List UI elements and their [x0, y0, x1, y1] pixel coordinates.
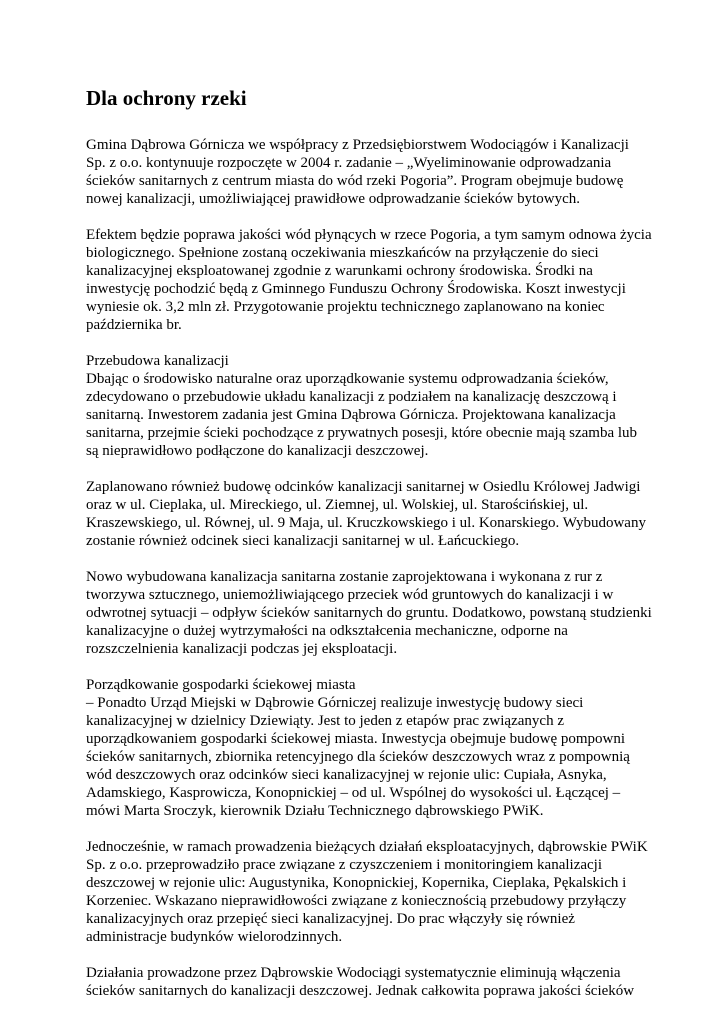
- paragraph: [86, 838, 646, 946]
- text-line: kanalizacyjnej w dzielnicy Dziewiąty. Jest to jeden z etapów prac związanych z: [86, 713, 564, 729]
- text-line: ścieków sanitarnych, zbiornika retencyjnego dla ścieków deszczowych wraz z pompownią: [86, 749, 630, 765]
- text-line: Efektem będzie poprawa jakości wód płynących w rzece Pogoria, a tym samym odnowa życia: [86, 227, 652, 243]
- text-line: ścieków sanitarnych z centrum miasta do wód rzeki Pogoria”. Program obejmuje budowę: [86, 173, 624, 189]
- text-line: Korzeniec. Wskazano nieprawidłowości związane z koniecznością przebudowy przyłączy: [86, 893, 627, 909]
- text-line: sanitarną. Inwestorem zadania jest Gmina Dąbrowa Górnicza. Projektowana kanalizacja: [86, 407, 616, 423]
- text-line: odwrotnej sytuacji – odpływ ścieków sanitarnych do gruntu. Dodatkowo, powstaną studzienki: [86, 605, 652, 621]
- document-page: [86, 86, 652, 1018]
- text-line: administracje budynków wielorodzinnych.: [86, 929, 343, 945]
- text-line: inwestycję pochodzić będą z Gminnego Funduszu Ochrony Środowiska. Koszt inwestycji: [86, 281, 626, 297]
- paragraph: [86, 136, 646, 208]
- text-line: wód deszczowych oraz odcinków sieci kanalizacyjnej w rejonie ulic: Cupiała, Asnyka,: [86, 767, 607, 783]
- paragraph: [86, 352, 646, 460]
- text-line: – Ponadto Urząd Miejski w Dąbrowie Górniczej realizuje inwestycję budowy sieci: [86, 695, 584, 711]
- text-line: mówi Marta Sroczyk, kierownik Działu Technicznego dąbrowskiego PWiK.: [86, 803, 544, 819]
- text-line: biologicznego. Spełnione zostaną oczekiwania mieszkańców na przyłączenie do sieci: [86, 245, 599, 261]
- text-line: Działania prowadzone przez Dąbrowskie Wodociągi systematycznie eliminują włączenia: [86, 965, 621, 981]
- text-line: sanitarna, przejmie ścieki pochodzące z prywatnych posesji, które obecnie mają szamba lub: [86, 425, 638, 441]
- text-line: nowej kanalizacji, umożliwiającej prawidłowe odprowadzanie ścieków bytowych.: [86, 191, 580, 207]
- document-body: [86, 136, 652, 1000]
- paragraph: [86, 478, 646, 550]
- text-line: Nowo wybudowana kanalizacja sanitarna zostanie zaprojektowana i wykonana z rur z: [86, 569, 603, 585]
- text-line: oraz w ul. Cieplaka, ul. Mireckiego, ul. Ziemnej, ul. Wolskiej, ul. Starościńskiej, ul.: [86, 497, 589, 513]
- text-line: Jednocześnie, w ramach prowadzenia bieżących działań eksploatacyjnych, dąbrowskie PWiK: [86, 839, 648, 855]
- text-line: Gmina Dąbrowa Górnicza we współpracy z Przedsiębiorstwem Wodociągów i Kanalizacji: [86, 137, 629, 153]
- text-line: Adamskiego, Kasprowicza, Konopnickiej – od ul. Wspólnej do wysokości ul. Łączącej –: [86, 785, 621, 801]
- text-line: Sp. z o.o. przeprowadziło prace związane z czyszczeniem i monitoringiem kanalizacji: [86, 857, 603, 873]
- paragraph: [86, 964, 646, 1000]
- text-line: Porządkowanie gospodarki ściekowej miasta: [86, 677, 356, 693]
- text-line: rozszczelnienia kanalizacji podczas jej eksploatacji.: [86, 641, 398, 657]
- text-line: kanalizacyjnych oraz przepięć sieci kanalizacyjnej. Do prac włączyły się również: [86, 911, 575, 927]
- text-line: tworzywa sztucznego, uniemożliwiającego przeciek wód gruntowych do kanalizacji i w: [86, 587, 614, 603]
- paragraph: [86, 226, 652, 334]
- text-line: ścieków sanitarnych do kanalizacji deszczowej. Jednak całkowita poprawa jakości ścieków: [86, 983, 635, 999]
- paragraph: [86, 568, 652, 658]
- text-line: Przebudowa kanalizacji: [86, 353, 229, 369]
- text-line: Dbając o środowisko naturalne oraz uporządkowanie systemu odprowadzania ścieków,: [86, 371, 609, 387]
- paragraph: [86, 676, 646, 820]
- text-line: kanalizacyjne o dużej wytrzymałości na odkształcenia mechaniczne, odporne na: [86, 623, 568, 639]
- text-line: kanalizacyjnej eksploatowanej zgodnie z warunkami ochrony środowiska. Środki na: [86, 263, 593, 279]
- text-line: Kraszewskiego, ul. Równej, ul. 9 Maja, ul. Kruczkowskiego i ul. Konarskiego. Wybudowany: [86, 515, 646, 531]
- text-line: są nieprawidłowo podłączone do kanalizacji deszczowej.: [86, 443, 429, 459]
- text-line: Zaplanowano również budowę odcinków kanalizacji sanitarnej w Osiedlu Królowej Jadwigi: [86, 479, 641, 495]
- text-line: uporządkowaniem gospodarki ściekowej miasta. Inwestycja obejmuje budowę pompowni: [86, 731, 626, 747]
- text-line: zostanie również odcinek sieci kanalizacji sanitarnej w ul. Łańcuckiego.: [86, 533, 520, 549]
- text-line: deszczowej w rejonie ulic: Augustynika, Konopnickiej, Kopernika, Cieplaka, Pękalskich i: [86, 875, 627, 891]
- document-title: Dla ochrony rzeki: [86, 86, 247, 110]
- text-line: zdecydowano o przebudowie układu kanalizacji z podziałem na kanalizację deszczową i: [86, 389, 617, 405]
- text-line: Sp. z o.o. kontynuuje rozpoczęte w 2004 r. zadanie – „Wyeliminowanie odprowadzania: [86, 155, 612, 171]
- text-line: wyniesie ok. 3,2 mln zł. Przygotowanie projektu technicznego zaplanowano na koniec: [86, 299, 605, 315]
- text-line: października br.: [86, 317, 182, 333]
